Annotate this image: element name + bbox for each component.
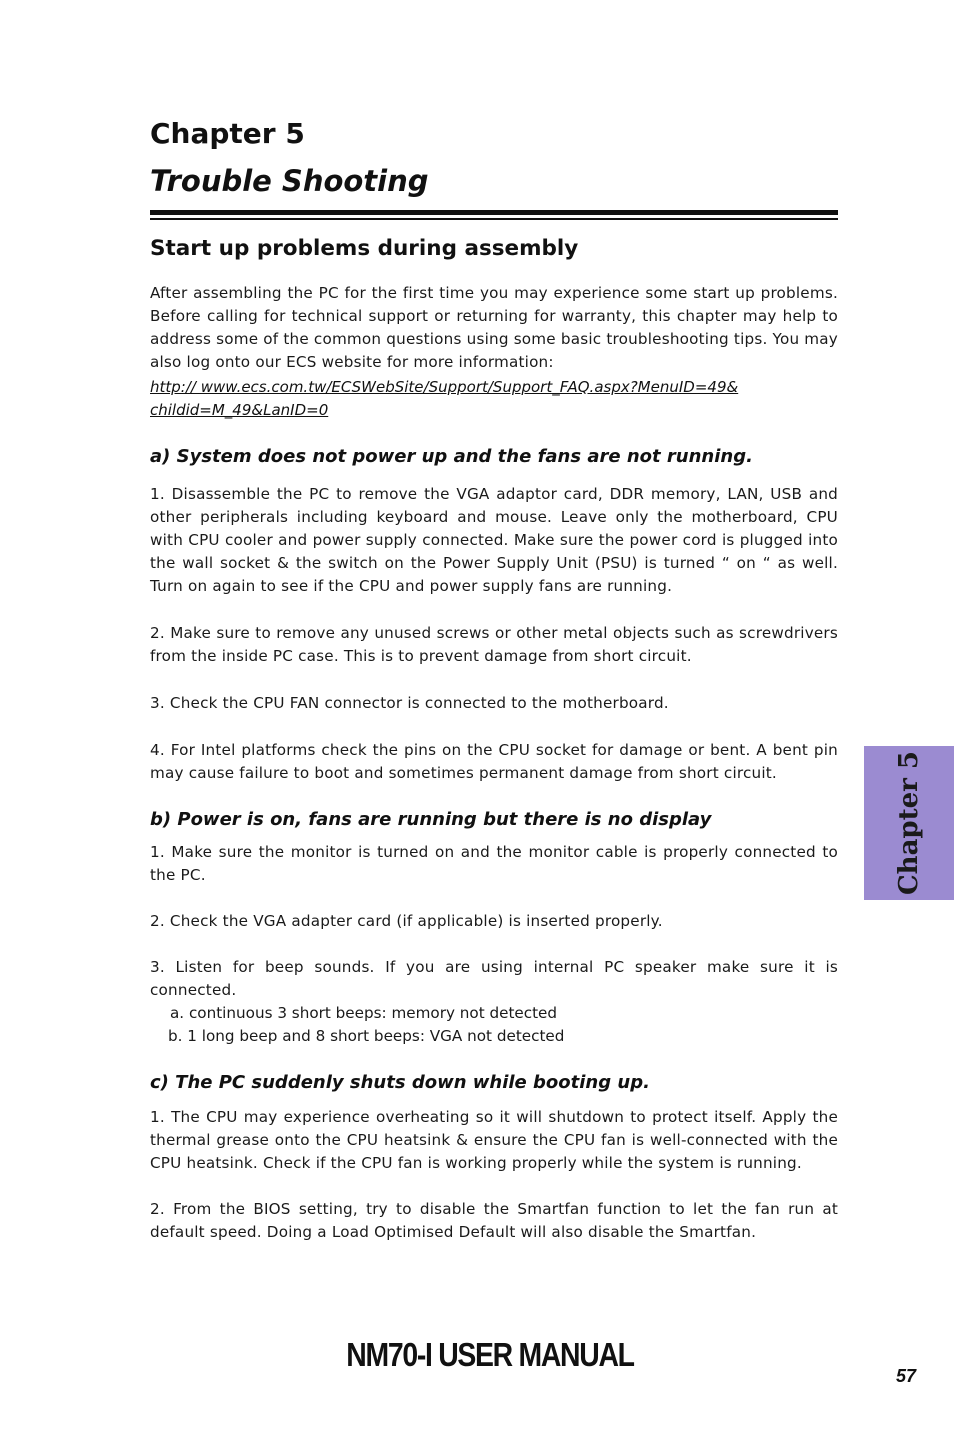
- support-link-line1: http:// www.ecs.com.tw/ECSWebSite/Support/Support_FAQ.aspx?MenuID=49&: [150, 377, 739, 396]
- page-content: [150, 112, 838, 1244]
- part-a-item-3: 3. Check the CPU FAN connector is connected to the motherboard.: [150, 693, 669, 712]
- manual-title: NM70-I USER MANUAL: [346, 1336, 634, 1373]
- part-c-item-2: 2. From the BIOS setting, try to disable the Smartfan function to let the fan run at default speed. Doing a Load Optimised Default will also disable the Smartfan.: [150, 1199, 838, 1241]
- part-a-item-4: 4. For Intel platforms check the pins on the CPU socket for damage or bent. A bent pin may cause failure to boot and sometimes permanent damage from short circuit.: [150, 740, 838, 782]
- part-b-item-2: 2. Check the VGA adapter card (if applicable) is inserted properly.: [150, 911, 663, 930]
- part-a-item-2: 2. Make sure to remove any unused screws or other metal objects such as screwdrivers from the inside PC case. This is to prevent damage from short circuit.: [150, 623, 838, 665]
- part-b-item-3: 3. Listen for beep sounds. If you are using internal PC speaker make sure it is connected.: [150, 957, 838, 999]
- part-b-title: b) Power is on, fans are running but there is no display: [150, 808, 712, 830]
- chapter-side-tab-label: Chapter 5: [894, 750, 924, 896]
- header-rule-thin: [150, 218, 838, 220]
- section-title: Start up problems during assembly: [150, 235, 579, 261]
- part-b-item-1: 1. Make sure the monitor is turned on and the monitor cable is properly connected to the PC.: [150, 842, 838, 884]
- part-a-title: a) System does not power up and the fans are not running.: [150, 445, 753, 467]
- header-rule-thick: [150, 210, 838, 215]
- page-number: 57: [895, 1366, 916, 1386]
- support-link-line2: childid=M_49&LanID=0: [150, 400, 329, 419]
- part-b-subitem-b: b. 1 long beep and 8 short beeps: VGA not detected: [168, 1026, 565, 1045]
- intro-paragraph: After assembling the PC for the first time you may experience some start up problems. Before calling for technical support or returning for warranty, this chapter may help to address some of the common questions using some basic troubleshooting tips. You may also log onto our ECS website for more information:: [150, 283, 838, 371]
- part-c-title: c) The PC suddenly shuts down while booting up.: [150, 1071, 650, 1093]
- chapter-title: Trouble Shooting: [150, 164, 429, 198]
- part-a-item-1: 1. Disassemble the PC to remove the VGA adaptor card, DDR memory, LAN, USB and other peripherals including keyboard and mouse. Leave only the motherboard, CPU with CPU cooler and power supply connected. Make sure the power cord is plugged into the wall socket & the switch on the Power Supply Unit (PSU) is turned “ on “ as well. Turn on again to see if the CPU and power supply fans are running.: [150, 484, 838, 595]
- part-c-item-1: 1. The CPU may experience overheating so it will shutdown to protect itself. Apply the thermal grease onto the CPU heatsink & ensure the CPU fan is well-connected with the CPU heatsink. Check if the CPU fan is working properly while the system is running.: [150, 1107, 838, 1172]
- support-link[interactable]: [150, 376, 838, 422]
- part-b-subitem-a: a. continuous 3 short beeps: memory not detected: [170, 1003, 558, 1022]
- chapter-label: Chapter 5: [150, 117, 305, 150]
- chapter-side-tab: [864, 746, 954, 900]
